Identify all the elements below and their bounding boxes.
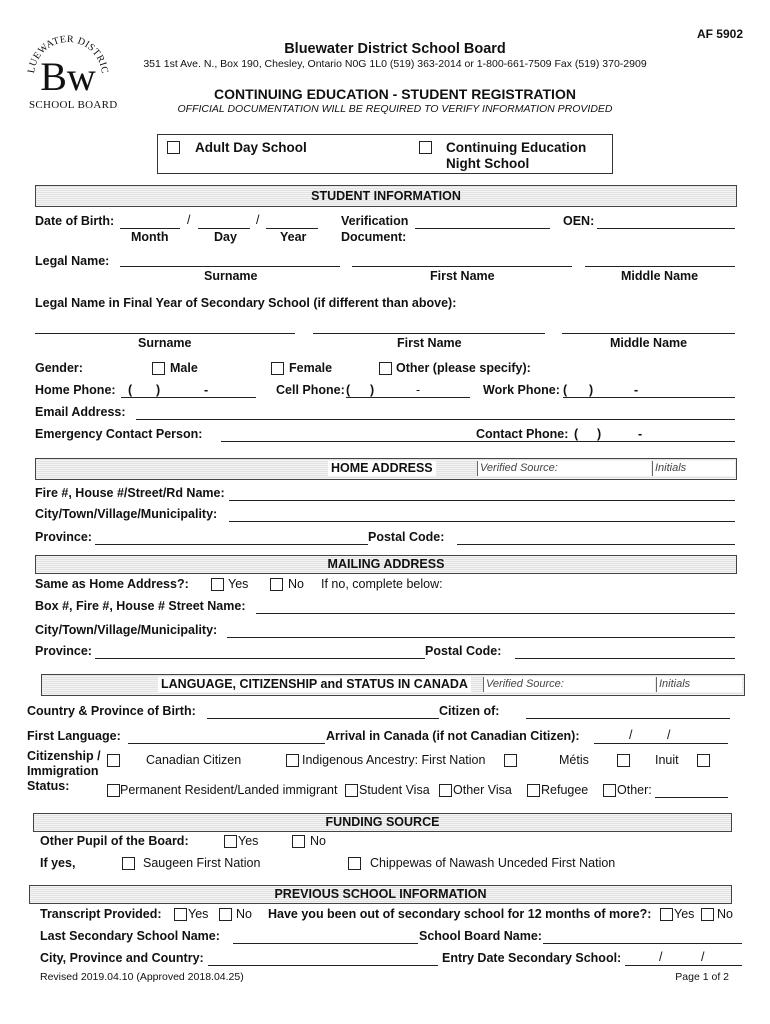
student-visa-checkbox[interactable] <box>345 784 358 797</box>
gender-female-label: Female <box>289 361 333 375</box>
dob-label: Date of Birth: <box>35 214 115 228</box>
other-status-label: Other: <box>617 783 652 797</box>
final-surname-caption: Surname <box>138 336 192 350</box>
home-address-header <box>35 458 737 480</box>
board-name-field[interactable] <box>543 943 742 944</box>
same-as-home-yes-label: Yes <box>228 577 249 591</box>
oen-label: OEN: <box>563 214 595 228</box>
citizenship-label-3: Status: <box>27 779 70 793</box>
home-phone-paren-close: ) <box>156 383 161 397</box>
out-of-school-label: Have you been out of secondary school for 12 months of more?: <box>268 907 652 921</box>
mailing-city-field[interactable] <box>227 637 735 638</box>
city-country-label: City, Province and Country: <box>40 951 204 965</box>
chippewas-label: Chippewas of Nawash Unceded First Nation <box>370 856 616 870</box>
adult-day-checkbox[interactable] <box>167 141 180 154</box>
inuit-label: Inuit <box>655 753 679 767</box>
home-city-field[interactable] <box>229 521 735 522</box>
work-phone-label: Work Phone: <box>483 383 560 397</box>
student-info-header <box>35 185 737 207</box>
work-phone-paren-close: ) <box>589 383 594 397</box>
contact-phone-paren-close: ) <box>597 427 602 441</box>
country-birth-label: Country & Province of Birth: <box>27 704 196 718</box>
other-pupil-yes-checkbox[interactable] <box>224 835 237 848</box>
home-street-label: Fire #, House #/Street/Rd Name: <box>35 486 225 500</box>
legal-middle-name-field[interactable] <box>585 266 735 267</box>
city-country-field[interactable] <box>208 965 438 966</box>
page-title: CONTINUING EDUCATION - STUDENT REGISTRATION <box>214 86 576 102</box>
gender-other-checkbox[interactable] <box>379 362 392 375</box>
home-province-field[interactable] <box>95 544 368 545</box>
out-of-school-yes-checkbox[interactable] <box>660 908 673 921</box>
permanent-resident-checkbox[interactable] <box>107 784 120 797</box>
email-field[interactable] <box>136 419 735 420</box>
language-verified-source: Verified Source: <box>483 677 655 692</box>
contact-phone-field[interactable] <box>476 441 735 442</box>
citizen-of-field[interactable] <box>526 718 730 719</box>
transcript-label: Transcript Provided: <box>40 907 162 921</box>
dob-slash-2: / <box>256 213 260 227</box>
metis-label: Métis <box>559 753 589 767</box>
first-nation-checkbox[interactable] <box>504 754 517 767</box>
final-middle-name-field[interactable] <box>562 333 735 334</box>
student-info-title: STUDENT INFORMATION <box>311 189 461 203</box>
board-name-label: School Board Name: <box>419 929 542 943</box>
refugee-label: Refugee <box>541 783 589 797</box>
permanent-resident-label: Permanent Resident/Landed immigrant <box>120 783 338 797</box>
language-title: LANGUAGE, CITIZENSHIP and STATUS IN CANADA <box>158 677 471 692</box>
first-name-caption: First Name <box>430 269 495 283</box>
same-as-home-yes-checkbox[interactable] <box>211 578 224 591</box>
cell-phone-dash: - <box>416 383 421 397</box>
gender-female-checkbox[interactable] <box>271 362 284 375</box>
home-street-field[interactable] <box>229 500 735 501</box>
home-initials: Initials <box>652 461 735 476</box>
transcript-yes-checkbox[interactable] <box>174 908 187 921</box>
refugee-checkbox[interactable] <box>527 784 540 797</box>
logo-monogram: Bw <box>40 54 96 99</box>
home-province-label: Province: <box>35 530 92 544</box>
other-visa-checkbox[interactable] <box>439 784 452 797</box>
funding-title: FUNDING SOURCE <box>325 815 440 829</box>
funding-header <box>33 813 732 832</box>
adult-day-label: Adult Day School <box>195 140 307 155</box>
arrival-slash-1: / <box>629 728 633 742</box>
saugeen-label: Saugeen First Nation <box>143 856 261 870</box>
last-school-field[interactable] <box>233 943 418 944</box>
indigenous-label: Indigenous Ancestry: First Nation <box>302 753 486 767</box>
if-yes-label: If yes, <box>40 856 76 870</box>
home-phone-paren-open: ( <box>128 383 133 397</box>
gender-male-label: Male <box>170 361 198 375</box>
mailing-city-label: City/Town/Village/Municipality: <box>35 623 218 637</box>
arrival-date-field[interactable] <box>594 743 728 744</box>
other-pupil-label: Other Pupil of the Board: <box>40 834 189 848</box>
entry-date-slash-2: / <box>701 950 705 964</box>
mailing-address-header <box>35 555 737 574</box>
arrival-slash-2: / <box>667 728 671 742</box>
work-phone-paren-open: ( <box>563 383 568 397</box>
work-phone-field[interactable] <box>563 397 735 398</box>
student-visa-label: Student Visa <box>359 783 430 797</box>
contact-phone-label: Contact Phone: <box>476 427 569 441</box>
dob-day-caption: Day <box>214 230 237 244</box>
verification-label-2: Document: <box>341 230 407 244</box>
out-of-school-no-checkbox[interactable] <box>701 908 714 921</box>
contact-phone-paren-open: ( <box>574 427 579 441</box>
same-as-home-no-label: No <box>288 577 304 591</box>
citizenship-label-1: Citizenship / <box>27 749 101 763</box>
dob-year-caption: Year <box>280 230 307 244</box>
email-label: Email Address: <box>35 405 126 419</box>
transcript-no-checkbox[interactable] <box>219 908 232 921</box>
night-school-checkbox[interactable] <box>419 141 432 154</box>
dob-year-field[interactable] <box>266 228 318 229</box>
cell-phone-paren-open: ( <box>346 383 351 397</box>
gender-other-label: Other (please specify): <box>396 361 531 375</box>
home-verified-source: Verified Source: <box>477 461 651 476</box>
other-pupil-no-label: No <box>310 834 326 848</box>
home-address-title: HOME ADDRESS <box>328 461 436 476</box>
saugeen-checkbox[interactable] <box>122 857 135 870</box>
dob-day-field[interactable] <box>198 228 250 229</box>
previous-school-header <box>29 885 732 904</box>
entry-date-slash-1: / <box>659 950 663 964</box>
home-phone-dash: - <box>204 383 209 397</box>
night-school-label-1: Continuing Education <box>446 140 587 155</box>
legal-name-label: Legal Name: <box>35 254 110 268</box>
inuit-checkbox[interactable] <box>697 754 710 767</box>
canadian-citizen-label: Canadian Citizen <box>146 753 242 767</box>
dob-slash-1: / <box>187 213 191 227</box>
emergency-contact-field[interactable] <box>221 441 476 442</box>
cell-phone-field[interactable] <box>346 397 470 398</box>
metis-checkbox[interactable] <box>617 754 630 767</box>
first-language-field[interactable] <box>128 743 325 744</box>
revision-note: Revised 2019.04.10 (Approved 2018.04.25) <box>40 971 244 983</box>
same-as-home-no-checkbox[interactable] <box>270 578 283 591</box>
other-status-field[interactable] <box>655 797 728 798</box>
dob-month-field[interactable] <box>120 228 180 229</box>
org-name: Bluewater District School Board <box>284 41 506 57</box>
page-number: Page 1 of 2 <box>675 971 729 983</box>
final-first-name-caption: First Name <box>397 336 462 350</box>
mailing-postal-field[interactable] <box>515 658 735 659</box>
mailing-province-field[interactable] <box>95 658 425 659</box>
final-first-name-field[interactable] <box>313 333 545 334</box>
home-phone-label: Home Phone: <box>35 383 116 397</box>
previous-school-title: PREVIOUS SCHOOL INFORMATION <box>274 887 487 901</box>
citizenship-label-2: Immigration <box>27 764 99 778</box>
home-postal-field[interactable] <box>457 544 735 545</box>
home-postal-label: Postal Code: <box>368 530 445 544</box>
first-language-label: First Language: <box>27 729 121 743</box>
oen-field[interactable] <box>597 228 735 229</box>
cell-phone-label: Cell Phone: <box>276 383 345 397</box>
indigenous-checkbox[interactable] <box>286 754 299 767</box>
night-school-label-2: Night School <box>446 156 530 171</box>
entry-date-label: Entry Date Secondary School: <box>442 951 622 965</box>
work-phone-dash: - <box>634 383 639 397</box>
mailing-street-field[interactable] <box>256 613 735 614</box>
language-initials: Initials <box>656 677 742 692</box>
transcript-no-label: No <box>236 907 252 921</box>
final-surname-field[interactable] <box>35 333 295 334</box>
org-address: 351 1st Ave. N., Box 190, Chesley, Ontario N0G 1L0 (519) 363-2014 or 1-800-661-7509 Fax (519) 370-2909 <box>143 58 647 70</box>
cell-phone-paren-close: ) <box>370 383 375 397</box>
logo-arc-text: LUEWATER DISTRIC <box>26 33 110 75</box>
other-pupil-yes-label: Yes <box>238 834 259 848</box>
other-visa-label: Other Visa <box>453 783 512 797</box>
home-phone-field[interactable] <box>121 397 256 398</box>
contact-phone-dash: - <box>638 427 643 441</box>
surname-caption: Surname <box>204 269 258 283</box>
mailing-address-title: MAILING ADDRESS <box>327 557 445 571</box>
final-middle-name-caption: Middle Name <box>610 336 688 350</box>
home-city-label: City/Town/Village/Municipality: <box>35 507 218 521</box>
dob-month-caption: Month <box>131 230 169 244</box>
gender-label: Gender: <box>35 361 83 375</box>
middle-name-caption: Middle Name <box>621 269 699 283</box>
if-no-instruction: If no, complete below: <box>321 577 443 591</box>
verification-document-field[interactable] <box>415 228 550 229</box>
other-status-checkbox[interactable] <box>603 784 616 797</box>
legal-first-name-field[interactable] <box>352 266 572 267</box>
form-number: AF 5902 <box>696 27 743 41</box>
verification-label-1: Verification <box>341 214 409 228</box>
entry-date-field[interactable] <box>625 965 742 966</box>
chippewas-checkbox[interactable] <box>348 857 361 870</box>
citizen-of-label: Citizen of: <box>439 704 500 718</box>
out-of-school-no-label: No <box>717 907 733 921</box>
logo-school-board: SCHOOL BOARD <box>29 99 118 111</box>
legal-surname-field[interactable] <box>120 266 340 267</box>
out-of-school-yes-label: Yes <box>674 907 695 921</box>
mailing-street-label: Box #, Fire #, House # Street Name: <box>35 599 246 613</box>
emergency-contact-label: Emergency Contact Person: <box>35 427 203 441</box>
canadian-citizen-checkbox[interactable] <box>107 754 120 767</box>
same-as-home-label: Same as Home Address?: <box>35 577 189 591</box>
country-birth-field[interactable] <box>207 718 439 719</box>
mailing-postal-label: Postal Code: <box>425 644 502 658</box>
gender-male-checkbox[interactable] <box>152 362 165 375</box>
mailing-province-label: Province: <box>35 644 92 658</box>
arrival-label: Arrival in Canada (if not Canadian Citizen): <box>326 729 580 743</box>
other-pupil-no-checkbox[interactable] <box>292 835 305 848</box>
language-header <box>41 674 745 696</box>
legal-name-final-label: Legal Name in Final Year of Secondary School (if different than above): <box>35 296 457 310</box>
last-school-label: Last Secondary School Name: <box>40 929 220 943</box>
page-subtitle: OFFICIAL DOCUMENTATION WILL BE REQUIRED TO VERIFY INFORMATION PROVIDED <box>177 103 613 115</box>
transcript-yes-label: Yes <box>188 907 209 921</box>
